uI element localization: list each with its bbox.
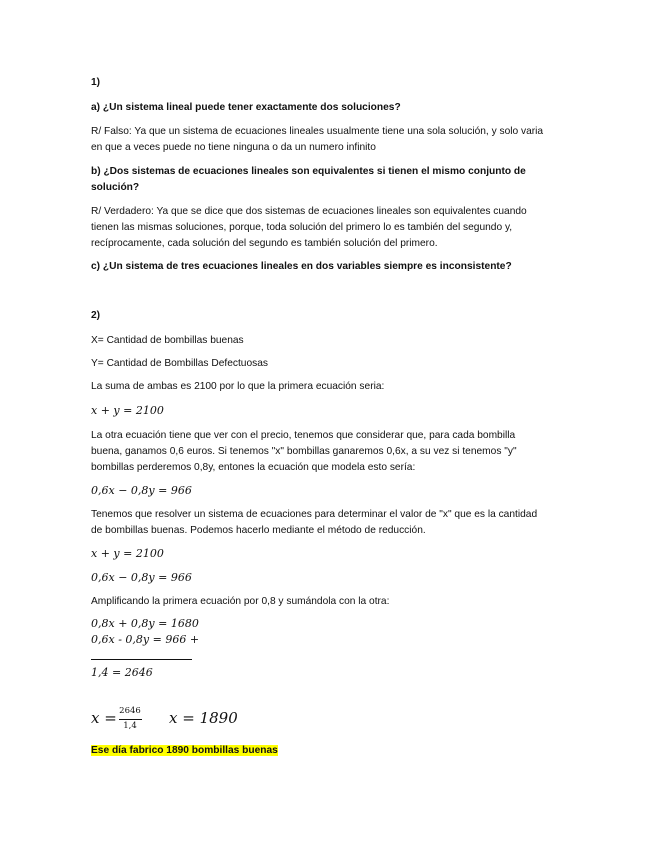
answer-a-line-1: R/ Falso: Ya que un sistema de ecuaciones lineales usualmente tiene una sola solución, y solo varia xyxy=(91,126,544,137)
addition-line-2: 0,6x - 0,8y = 966 + xyxy=(91,633,200,646)
equation-3: x + y = 2100 xyxy=(91,547,164,560)
question-a: a) ¿Un sistema lineal puede tener exactamente dos soluciones? xyxy=(91,102,401,113)
question-b-line-1: b) ¿Dos sistemas de ecuaciones lineales son equivalentes si tienen el mismo conjunto de xyxy=(91,166,526,177)
section-2-number: 2) xyxy=(91,310,101,321)
conclusion-highlight: Ese día fabrico 1890 bombillas buenas xyxy=(91,745,278,756)
x-result: x = 1890 xyxy=(169,709,238,727)
fraction-denominator: 1,4 xyxy=(123,721,137,731)
equation-1: x + y = 2100 xyxy=(91,404,164,417)
price-line-3: bombillas perderemos 0,8y, entones la ecuación que modela esto sería: xyxy=(91,462,416,473)
solve-line-1: Tenemos que resolver un sistema de ecuaciones para determinar el valor de "x" que es la cantidad xyxy=(91,509,538,520)
amplification-text: Amplificando la primera ecuación por 0,8 y sumándola con la otra: xyxy=(91,596,390,607)
section-1-number: 1) xyxy=(91,77,101,88)
price-line-2: buena, ganamos 0,6 euros. Si tenemos "x" bombillas ganaremos 0,6x, a su vez si tenemos "y" xyxy=(91,446,517,457)
equation-2: 0,6x − 0,8y = 966 xyxy=(91,484,192,497)
equation-4: 0,6x − 0,8y = 966 xyxy=(91,571,192,584)
sum-rule xyxy=(91,659,192,660)
sum-explanation: La suma de ambas es 2100 por lo que la primera ecuación seria: xyxy=(91,381,385,392)
answer-a-line-2: en que a veces puede no tiene ninguna o da un numero infinito xyxy=(91,142,376,153)
y-definition: Y= Cantidad de Bombillas Defectuosas xyxy=(91,358,268,369)
x-definition: X= Cantidad de bombillas buenas xyxy=(91,335,244,346)
addition-line-1: 0,8x + 0,8y = 1680 xyxy=(91,617,199,630)
fraction-numerator: 2646 xyxy=(119,706,141,716)
conclusion xyxy=(91,743,278,759)
answer-b-line-2: tienen las mismas soluciones, porque, toda solución del primero lo es también del segundo y, xyxy=(91,222,513,233)
question-c: c) ¿Un sistema de tres ecuaciones lineales en dos variables siempre es inconsistente? xyxy=(91,261,512,272)
x-fraction-lhs: x = xyxy=(91,709,117,727)
answer-b-line-1: R/ Verdadero: Ya que se dice que dos sistemas de ecuaciones lineales son equivalentes cuando xyxy=(91,206,527,217)
price-line-1: La otra ecuación tiene que ver con el precio, tenemos que considerar que, para cada bombilla xyxy=(91,430,516,441)
answer-b-line-3: recíprocamente, cada solución del segundo es también solución del primero. xyxy=(91,238,438,249)
question-b-line-2: solución? xyxy=(91,182,140,193)
fraction-bar xyxy=(119,719,142,720)
solve-line-2: de bombillas buenas. Podemos hacerlo mediante el método de reducción. xyxy=(91,525,426,536)
sum-result: 1,4 = 2646 xyxy=(91,666,153,679)
